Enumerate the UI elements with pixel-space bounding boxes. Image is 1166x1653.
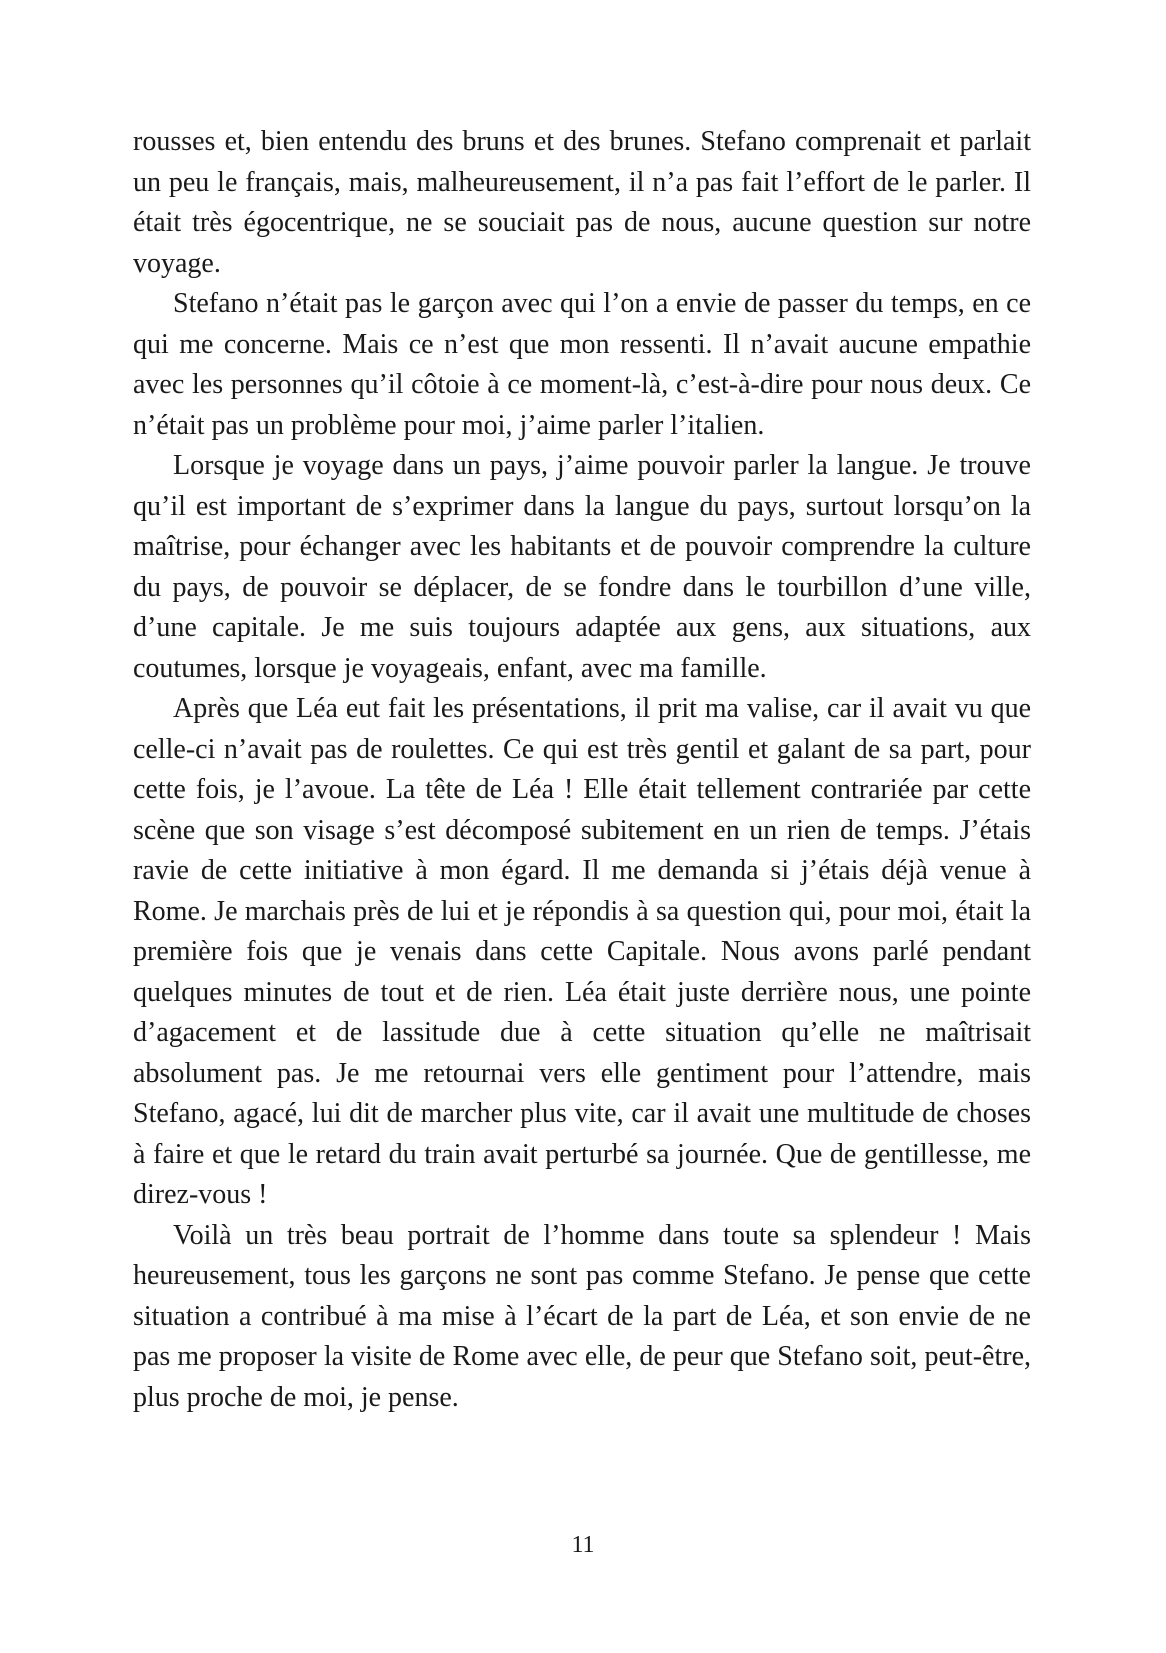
paragraph-3: Lorsque je voyage dans un pays, j’aime pouvoir parler la langue. Je trouve qu’il est important de s’exprimer dans la langue du pays, surtout lorsqu’on la maîtrise, pour échanger avec les habitants et de pouvoir comprendre la culture du pays, de pouvoir se déplacer, de se fondre dans le tourbillon d’une ville, d’une capitale. Je me suis toujours adaptée aux gens, aux situations, aux coutumes, lorsque je voyageais, enfant, avec ma famille. [133, 450, 1031, 684]
paragraph-4: Après que Léa eut fait les présentations, il prit ma valise, car il avait vu que celle-ci n’avait pas de roulettes. Ce qui est très gentil et galant de sa part, pour cette fois, je l’avoue. La tête de Léa ! Elle était tellement contrariée par cette scène que son visage s’est décomposé subitement en un rien de temps. J’étais ravie de cette initiative à mon égard. Il me demanda si j’étais déjà venue à Rome. Je marchais près de lui et je répondis à sa question qui, pour moi, était la première fois que je venais dans cette Capitale. Nous avons parlé pendant quelques minutes de tout et de rien. Léa était juste derrière nous, une pointe d’agacement et de lassitude due à cette situation qu’elle ne maîtrisait absolument pas. Je me retournai vers elle gentiment pour l’attendre, mais Stefano, agacé, lui dit de marcher plus vite, car il avait une multitude de choses à faire et que le retard du train avait perturbé sa journée. Que de gentillesse, me direz-vous ! [133, 693, 1031, 1210]
paragraph-5: Voilà un très beau portrait de l’homme dans toute sa splendeur ! Mais heureusement, tous les garçons ne sont pas comme Stefano. Je pense que cette situation a contribué à ma mise à l’écart de la part de Léa, et son envie de ne pas me proposer la visite de Rome avec elle, de peur que Stefano soit, peut-être, plus proche de moi, je pense. [133, 1219, 1031, 1413]
body-text [133, 122, 1031, 1418]
paragraph-2: Stefano n’était pas le garçon avec qui l’on a envie de passer du temps, en ce qui me concerne. Mais ce n’est que mon ressenti. Il n’avait aucune empathie avec les personnes qu’il côtoie à ce moment-là, c’est-à-dire pour nous deux. Ce n’était pas un problème pour moi, j’aime parler l’italien. [133, 288, 1031, 441]
page-number: 11 [571, 1532, 595, 1558]
paragraph-1: rousses et, bien entendu des bruns et des brunes. Stefano comprenait et parlait un peu le français, mais, malheureusement, il n’a pas fait l’effort de le parler. Il était très égocentrique, ne se souciait pas de nous, aucune question sur notre voyage. [133, 126, 1031, 279]
